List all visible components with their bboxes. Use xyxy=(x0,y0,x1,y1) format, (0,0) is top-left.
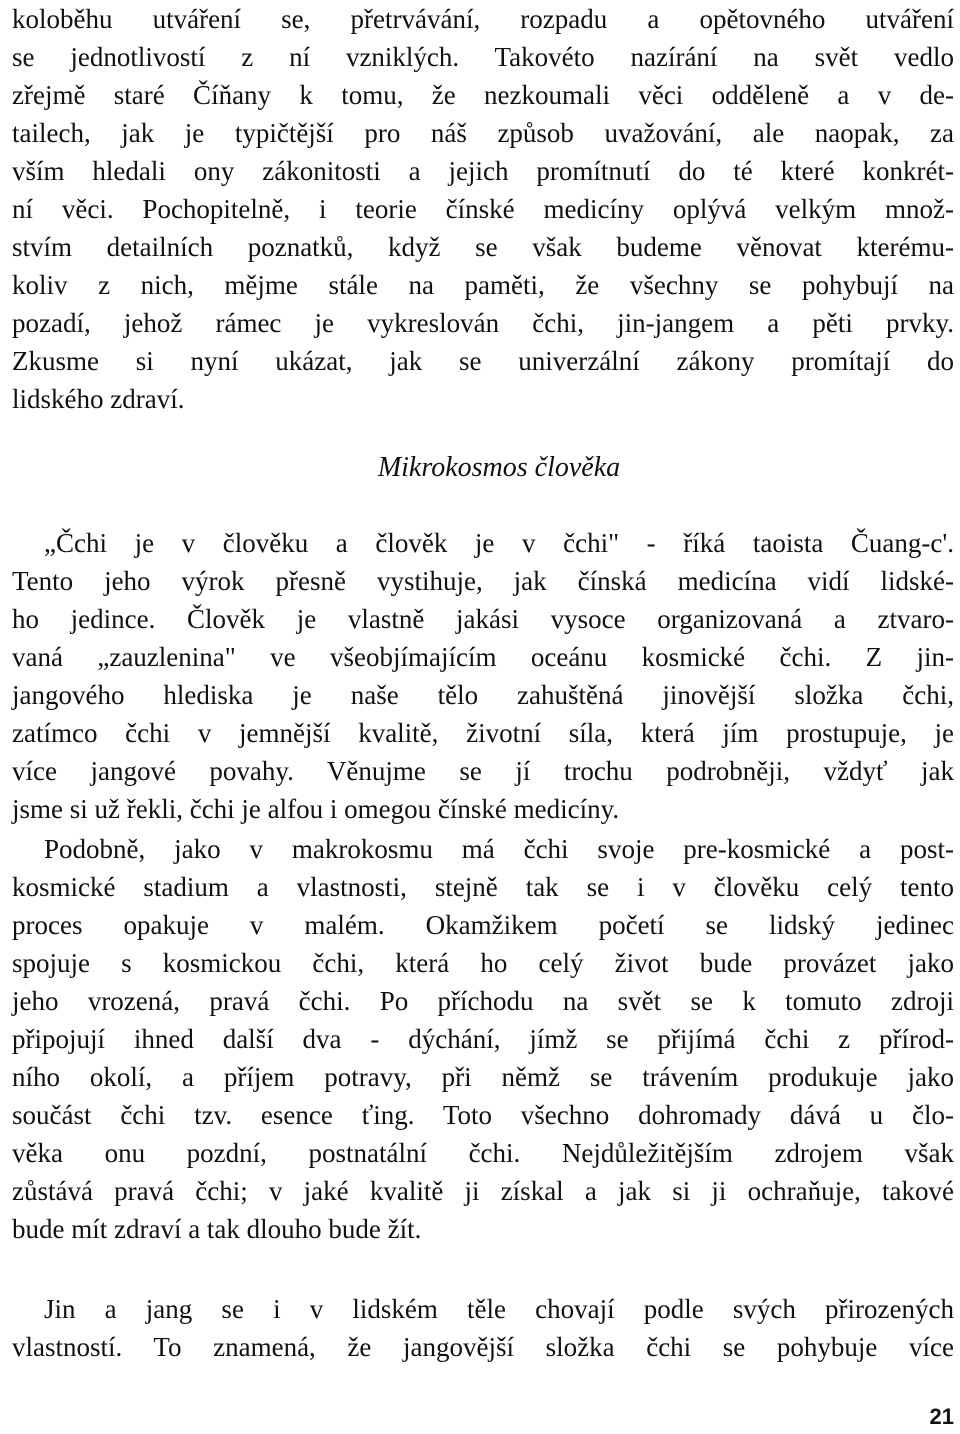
text-line: kosmické stadium a vlastnosti, stejně tak se i v člověku celý tento xyxy=(12,872,954,902)
text-line: Podobně, jako v makrokosmu má čchi svoje pre-kosmické a post- xyxy=(44,834,954,864)
text-line: Jin a jang se i v lidském těle chovají podle svých přirozených xyxy=(44,1294,954,1324)
text-line: ho jedince. Člověk je vlastně jakási vysoce organizovaná a ztvaro- xyxy=(12,604,954,634)
text-line: zatímco čchi v jemnější kvalitě, životní síla, která jím prostupuje, je xyxy=(12,718,954,748)
text-line: bude mít zdraví a tak dlouho bude žít. xyxy=(12,1214,422,1244)
text-line: spojuje s kosmickou čchi, která ho celý život bude provázet jako xyxy=(12,948,954,978)
text-line: jangového hlediska je naše tělo zahuštěná jinovější složka čchi, xyxy=(12,680,954,710)
text-line: vším hledali ony zákonitosti a jejich promítnutí do té které konkrét- xyxy=(12,156,954,186)
paragraph-3 xyxy=(12,830,954,1248)
text-line: proces opakuje v malém. Okamžikem početí se lidský jedinec xyxy=(12,910,954,940)
text-line: více jangové povahy. Věnujme se jí trochu podrobněji, vždyť jak xyxy=(12,756,954,786)
text-line: „Čchi je v člověku a člověk je v čchi" - říká taoista Čuang-c'. xyxy=(44,528,954,558)
text-line: ního okolí, a příjem potravy, při němž se trávením produkuje jako xyxy=(12,1062,954,1092)
text-line: pozadí, jehož rámec je vykreslován čchi, jin-jangem a pěti prvky. xyxy=(12,308,954,338)
text-line: jsme si už řekli, čchi je alfou i omegou čínské medicíny. xyxy=(12,794,620,824)
text-line: tailech, jak je typičtější pro náš způsob uvažování, ale naopak, za xyxy=(12,118,954,148)
paragraph-1 xyxy=(12,0,954,418)
section-heading: Mikrokosmos člověka xyxy=(377,452,621,483)
text-line: ní věci. Pochopitelně, i teorie čínské medicíny oplývá velkým množ- xyxy=(12,194,954,224)
text-line: lidského zdraví. xyxy=(12,384,185,414)
text-line: Tento jeho výrok přesně vystihuje, jak čínská medicína vidí lidské- xyxy=(12,566,954,596)
text-line: věka onu pozdní, postnatální čchi. Nejdůležitějším zdrojem však xyxy=(12,1138,954,1168)
text-line: vaná „zauzlenina" ve všeobjímajícím oceánu kosmické čchi. Z jin- xyxy=(12,642,954,672)
text-line: připojují ihned další dva - dýchání, jímž se přijímá čchi z přírod- xyxy=(12,1024,954,1054)
text-line: jeho vrozená, pravá čchi. Po příchodu na svět se k tomuto zdroji xyxy=(12,986,954,1016)
text-line: se jednotlivostí z ní vzniklých. Takovéto nazírání na svět vedlo xyxy=(12,42,954,72)
text-line: zůstává pravá čchi; v jaké kvalitě ji získal a jak si ji ochraňuje, takové xyxy=(12,1176,954,1206)
text-line: koliv z nich, mějme stále na paměti, že všechny se pohybují na xyxy=(12,270,954,300)
text-line: koloběhu utváření se, přetrvávání, rozpadu a opětovného utváření xyxy=(12,4,954,34)
paragraph-2 xyxy=(12,524,954,828)
text-line: vlastností. To znamená, že jangovější složka čchi se pohybuje více xyxy=(12,1332,954,1362)
page-number: 21 xyxy=(929,1404,954,1429)
paragraph-4 xyxy=(12,1290,954,1366)
text-line: Zkusme si nyní ukázat, jak se univerzální zákony promítají do xyxy=(12,346,954,376)
text-line: stvím detailních poznatků, když se však budeme věnovat kterému- xyxy=(12,232,954,262)
text-line: zřejmě staré Číňany k tomu, že nezkoumali věci odděleně a v de- xyxy=(12,80,954,110)
text-line: součást čchi tzv. esence ťing. Toto všechno dohromady dává u člo- xyxy=(12,1100,954,1130)
